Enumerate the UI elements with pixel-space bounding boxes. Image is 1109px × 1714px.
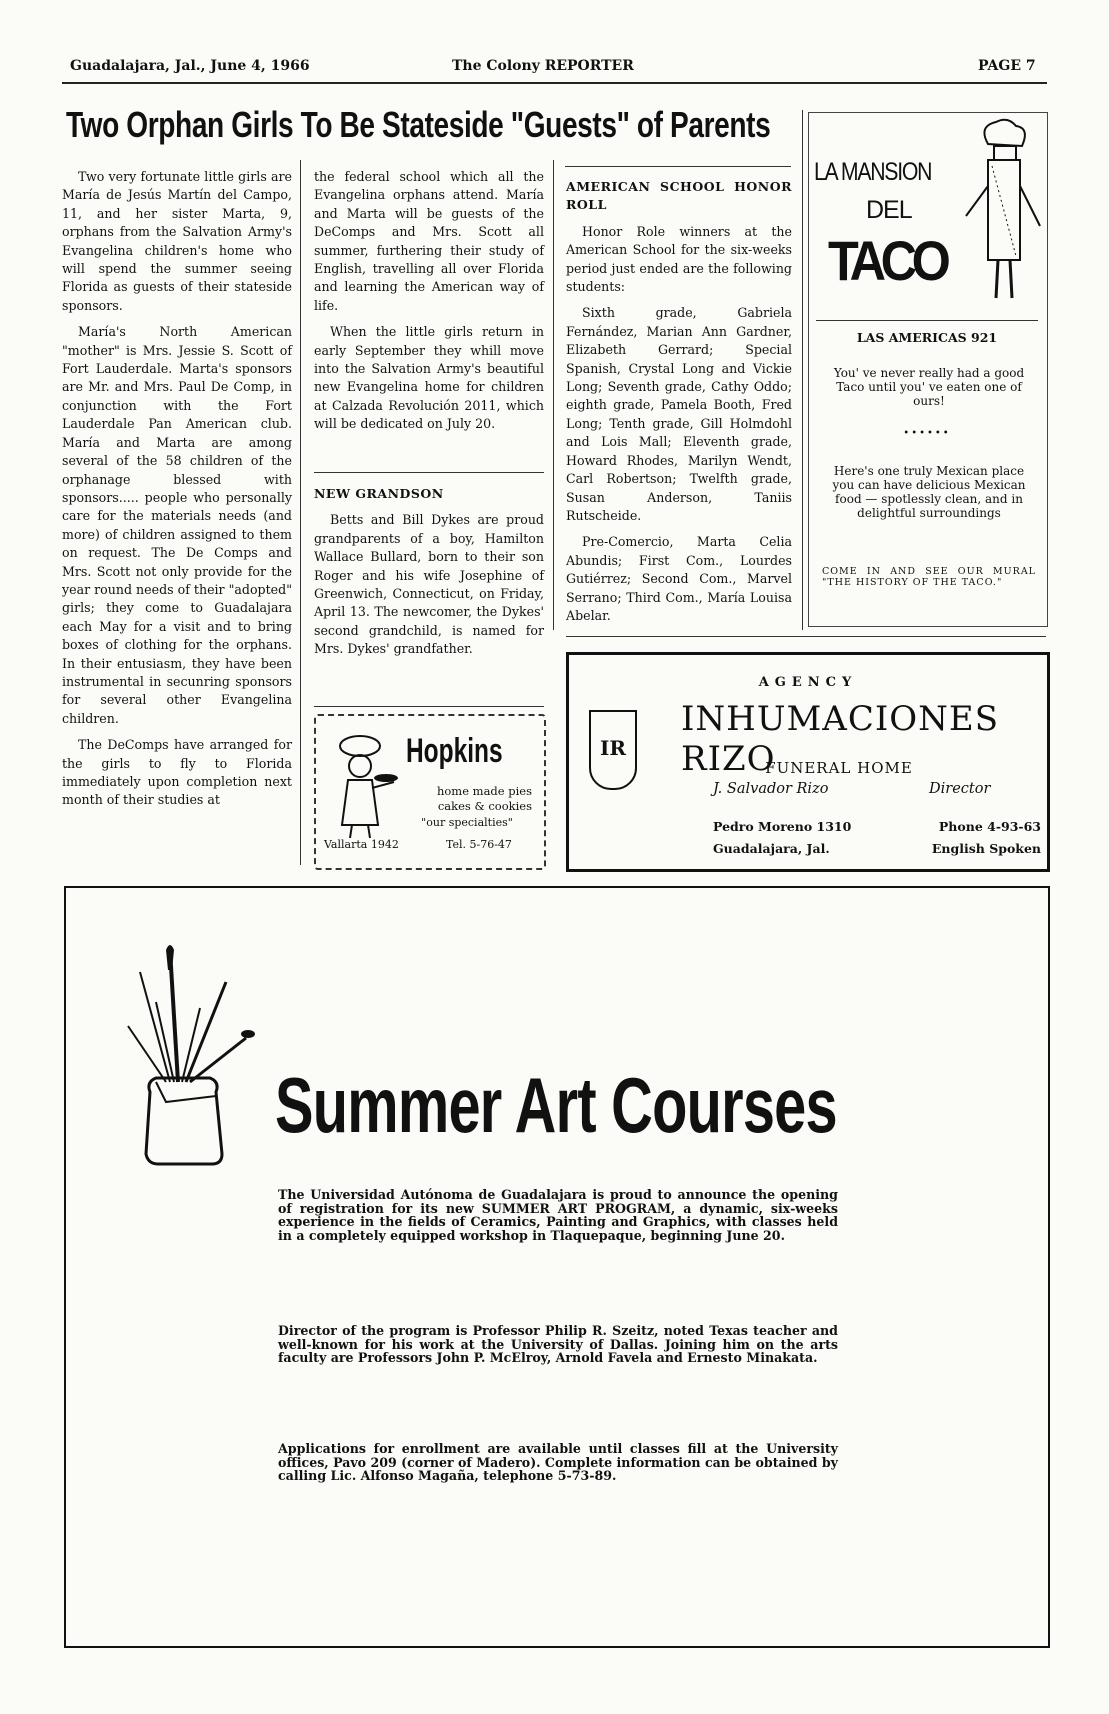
grandson-section [314,485,544,667]
hopkins-phone: Tel. 5-76-47 [446,838,512,851]
column-rule [802,110,803,630]
taco-ad-description: Here's one truly Mexican place you can have delicious Mexican food — spotlessly clean, and in delightful surroundings [832,464,1026,520]
rizo-phone: Phone 4-93-63 [938,819,1041,834]
baker-chef-icon [328,730,398,840]
honor-roll-paragraph: Pre-Comercio, Marta Celia Abundis; First Com., Lourdes Gutiérrez; Second Com., Marvel Serrano; Third Com., María Louisa Abelar. [566,534,792,623]
rizo-director-label: Director [929,781,991,797]
header-date: Guadalajara, Jal., June 4, 1966 [70,58,310,74]
rizo-address: Pedro Moreno 1310 [713,819,852,834]
article-paragraph: The DeComps have arranged for the girls to fly to Florida immediately upon completion next month of their studies at [62,737,292,808]
section-rule [565,166,791,167]
rizo-logo-text: IR [600,736,626,760]
taco-ad-line1: LA MANSION [814,158,932,186]
article-paragraph: María's North American "mother" is Mrs. Jessie S. Scott of Fort Lauderdale. Marta's sponsors are Mr. and Mrs. Paul De Comp, in conjunction with the Fort Lauderdale Pan American club. María and Marta are among several of the 58 children of the orphanage blessed with sponsors..... people who personally care for the materials needs (and more) of children assigned to them on request. The De Comps and Mrs. Scott not only provide for the year round needs of their "adopted" girls; they come to Guadalajara each May for a visit and to bring boxes of clothing for the orphans. In their entusiasm, they have been instrumental in secunring sponsors for several other Evangelina children. [62,324,292,726]
art-ad-paragraph-3: Applications for enrollment are available until classes fill at the University offices, Pavo 209 (corner of Madero). Complete information can be obtained by calling Lic. Alfonso Magaña, telephone 5-73-89. [278,1441,838,1483]
rizo-name: INHUMACIONES RIZO [681,699,1000,779]
taco-ad-dots: •••••• [903,428,951,439]
taco-ad [808,112,1048,627]
honor-roll-paragraph: Honor Role winners at the American School for the six-weeks period just ended are the following students: [566,223,792,295]
taco-ad-mural: COME IN AND SEE OUR MURAL "THE HISTORY OF THE TACO." [822,566,1036,588]
rizo-ad [566,652,1050,872]
grandson-title: NEW GRANDSON [314,486,444,501]
grandson-text: Betts and Bill Dykes are proud grandparents of a boy, Hamilton Wallace Bullard, born to their son Roger and his wife Josephine of Greenwich, Connecticut, on Friday, April 13. The newcomer, the Dykes' second grandchild, is named for Mrs. Dykes' grandfather. [314,512,544,657]
section-rule [314,472,544,473]
hopkins-items: home made pies cakes & cookies [436,784,532,813]
honor-roll-paragraph: Sixth grade, Gabriela Fernández, Marian Ann Gardner, Elizabeth Gerrard; Special Spanish, Crystal Long and Vickie Long; Seventh grade, Cathy Oddo; eighth grade, Pamela Booth, Fred Long; Tenth grade, Gill Holmdohl and Lois Mall; Eleventh grade, Howard Rhodes, Marilyn Wendt, Carl Robertson; Twelfth grade, Susan Anderson, Taniis Rutscheide. [566,305,792,523]
column-rule [300,160,301,865]
article-headline: Two Orphan Girls To Be Stateside "Guests" of Parents [66,104,771,145]
section-rule [314,706,544,707]
hopkins-name: Hopkins [406,732,503,770]
hopkins-specialties: "our specialties" [421,816,513,829]
honor-roll-title: AMERICAN SCHOOL HONOR ROLL [566,179,792,213]
section-rule [566,636,1046,637]
honor-roll-section [566,178,792,633]
article-column-1 [62,168,292,810]
taco-ad-line2: DEL [866,196,912,224]
rizo-city: Guadalajara, Jal. [713,841,830,856]
taco-ad-line3: TACO [828,229,946,292]
art-ad-paragraph-2: Director of the program is Professor Philip R. Szeitz, noted Texas teacher and well-known for his work at the University of Dallas. Joining him on the arts faculty are Professors John P. McElroy, Arnold Favela and Ernesto Minakata. [278,1323,838,1365]
art-ad-title: Summer Art Courses [275,1061,837,1149]
header-paper-name: The Colony REPORTER [452,58,634,74]
header-page-number: PAGE 7 [978,58,1036,74]
hopkins-address: Vallarta 1942 [324,838,399,851]
header-rule [62,82,1047,84]
article-column-2 [314,168,544,442]
rizo-agency: AGENCY [758,675,858,690]
article-paragraph: When the little girls return in early September they whill move into the Salvation Army's beautiful new Evangelina home for children at Calzada Revolución 2011, which will be dedicated on July 20. [314,324,544,432]
taco-ad-tagline: You' ve never really had a good Taco until you' ve eaten one of ours! [833,366,1025,408]
article-paragraph: the federal school which all the Evangelina orphans attend. María and Marta will be guests of the DeComps and Mrs. Scott all summer, furthering their study of English, travelling all over Florida and learning the American way of life. [314,169,544,313]
rizo-english: English Spoken [931,841,1041,856]
rizo-subtitle: FUNERAL HOME [765,759,913,777]
column-rule [553,160,554,630]
taco-ad-address: LAS AMERICAS 921 [856,330,998,345]
hopkins-ad [314,714,546,870]
paintbrush-jar-icon [126,942,256,1172]
article-paragraph: Two very fortunate little girls are María de Jesús Martín del Campo, 11, and her sister Marta, 9, orphans from the Salvation Army's Evangelina children's home who will spend the summer seeing Florida as guests of their stateside sponsors. [62,169,292,313]
rizo-logo-icon [589,710,637,790]
art-ad-paragraph-1: The Universidad Autónoma de Guadalajara is proud to announce the opening of registration for its new SUMMER ART PROGRAM, a dynamic, six-weeks experience in the fields of Ceramics, Painting and Graphics, with classes held in a completely equipped workshop in Tlaquepaque, beginning June 20. [278,1187,838,1243]
rizo-director-name: J. Salvador Rizo [713,781,829,797]
taco-ad-border [808,112,1048,627]
